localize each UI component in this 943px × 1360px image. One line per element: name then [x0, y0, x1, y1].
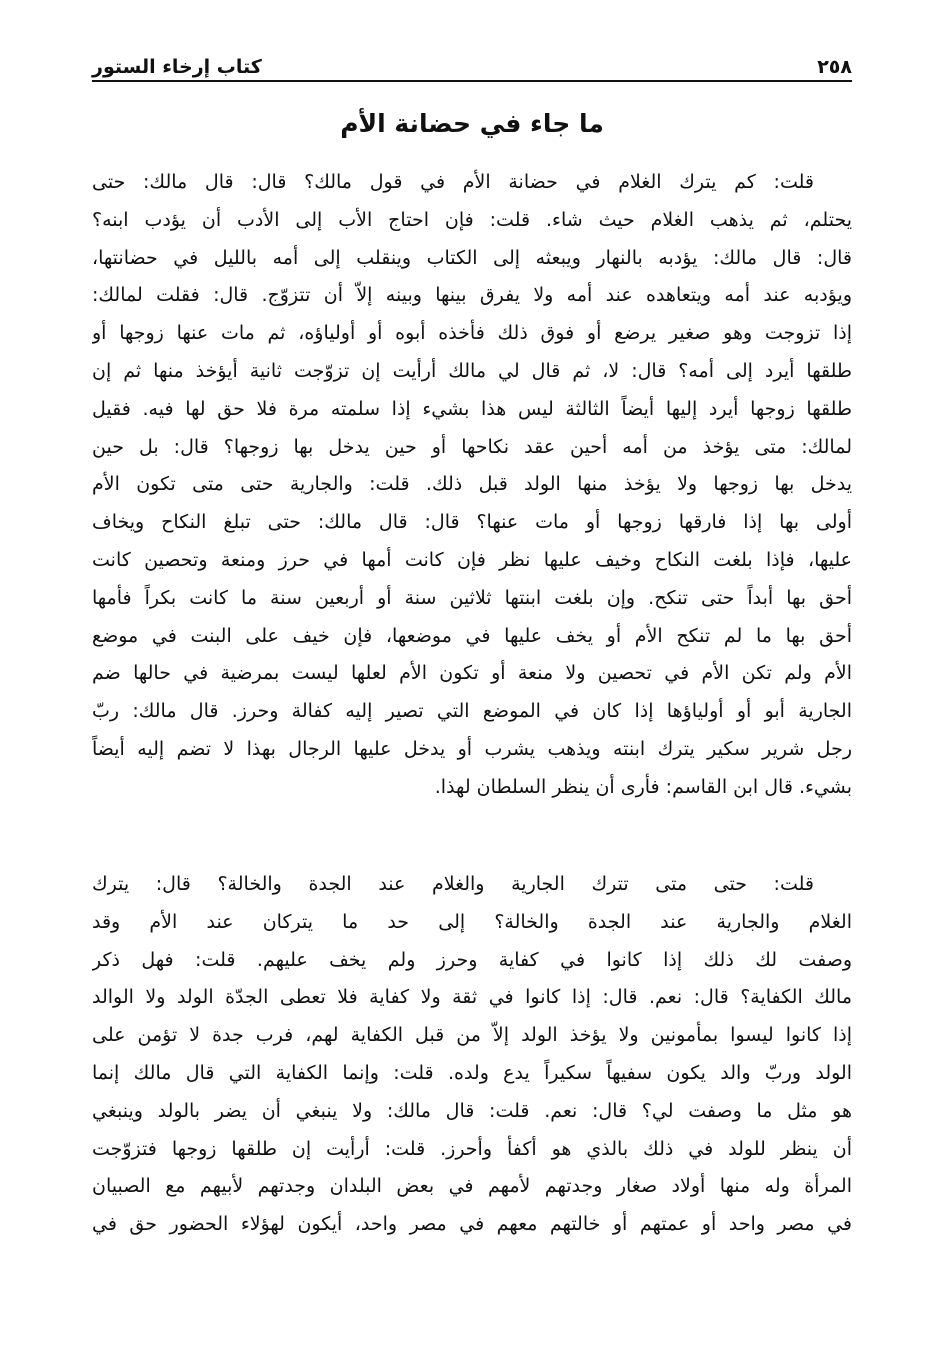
text-line: رجل شرير سكير يترك ابنته ويذهب يشرب أو يدخل عليها الرجال بهذا لا تضم إليه أيضاً — [92, 737, 852, 760]
text-line: إذا تزوجت وهو صغير يرضع أو فوق ذلك فأخذه أبوه أو أولياؤه، ثم مات عنها زوجها أو — [92, 322, 852, 345]
book-title: كتاب إرخاء الستور — [92, 56, 262, 78]
text-line: قال: قال مالك: يؤدبه بالنهار ويبعثه إلى الكتاب وينقلب إلى أمه بالليل في حضانتها، — [92, 246, 852, 269]
text-line: وصفت لك ذلك إذا كانوا في كفاية وحرز ولم يخف عليهم. قلت: فهل ذكر — [92, 948, 852, 971]
text-line: في مصر واحد أو عمتهم أو خالتهم معهم في مصر واحد، أيكون لهؤلاء الحضور حق في — [92, 1213, 852, 1236]
paragraph-1 — [92, 164, 852, 807]
text-line: المرأة وله منها أولاد صغار وجدتهم لأمهم في بعض البلدان وجدتهم لأبيهم مع الصبيان — [92, 1175, 852, 1198]
text-line: عليها، فإذا بلغت النكاح وخيف عليها نظر فإن كانت أمها في حرز ومنعة وتحصين كانت — [92, 548, 852, 571]
running-header — [92, 44, 852, 80]
text-line: يحتلم، ثم يذهب الغلام حيث شاء. قلت: فإن احتاج الأب إلى الأدب أن يؤدب ابنه؟ — [92, 208, 852, 231]
text-line: أحق بها ما لم تنكح الأم أو يخف عليها في موضعها، فإن خيف على البنت في موضع — [92, 624, 852, 647]
text-line: هو مثل ما وصفت لي؟ قال: نعم. قلت: قال مالك: ولا ينبغي أن يضر بالولد وينبغي — [92, 1099, 852, 1122]
text-line: ويؤدبه عند أمه ويتعاهده عند أمه ولا يفرق بينها وبينه إلاّ أن تتزوّج. قال: فقلت لمالك: — [92, 284, 852, 307]
text-line: قلت: حتى متى تترك الجارية والغلام عند الجدة والخالة؟ قال: يترك — [92, 873, 814, 895]
chapter-title: ما جاء في حضانة الأم — [340, 109, 604, 138]
text-line: أولى بها إذا فارقها زوجها أو مات عنها؟ قال: قال مالك: حتى تبلغ النكاح ويخاف — [92, 511, 852, 534]
text-line: لمالك: متى يؤخذ من أمه أحين عقد نكاحها أو حين يدخل بها زوجها؟ قال: بل حين — [92, 435, 852, 458]
paragraph-2 — [92, 866, 852, 1244]
text-line: طلقها أيرد إلى أمه؟ قال: لا، ثم قال لي مالك أرأيت إن تزوّجت ثانية أيؤخذ منها ثم إن — [92, 359, 852, 382]
text-line: الولد وربّ والد يكون سفيهاً سكيراً يدع ولده. قلت: وإنما الكفاية التي قال مالك إنما — [92, 1061, 852, 1084]
text-line: أحق بها أبداً حتى تنكح. وإن بلغت ابنتها ثلاثين سنة أو أربعين سنة ما كانت بكراً فأمها — [92, 586, 852, 609]
text-line: طلقها زوجها أيرد إليها أيضاً الثالثة ليس هذا بشيء إذا سلمته مرة فلا حق لها فيه. فقيل — [92, 397, 852, 420]
text-line: بشيء. قال ابن القاسم: فأرى أن ينظر السلطان لهذا. — [434, 775, 852, 798]
text-line: الجارية أبو أو أولياؤها إذا كان في الموضع التي تصير إليه كفالة وحرز. قال مالك: ربّ — [92, 700, 852, 723]
text-line: إذا كانوا ليسوا بمأمونين ولا يؤخذ الولد إلاّ من قبل الكفاية لهم، فرب جدة لا تؤمن على — [92, 1024, 852, 1047]
text-line: أن ينظر للولد في ذلك بالذي هو أكفأ وأحرز. قلت: أرأيت إن طلقها زوجها فتزوّجت — [92, 1137, 852, 1160]
text-line: قلت: كم يترك الغلام في حضانة الأم في قول مالك؟ قال: قال مالك: حتى — [92, 171, 814, 193]
text-line: الغلام والجارية عند الجدة والخالة؟ إلى حد ما يتركان عند الأم وقد — [92, 910, 852, 933]
text-line: مالك الكفاية؟ قال: نعم. قال: إذا كانوا في ثقة ولا كفاية فلا تعطى الجدّة الولد ولا الوالد — [92, 986, 852, 1009]
header-rule — [92, 80, 852, 82]
page-number: ٢٥٨ — [817, 56, 852, 78]
text-line: يدخل بها زوجها ولا يؤخذ منها الولد قبل ذلك. قلت: والجارية حتى متى تكون الأم — [92, 473, 852, 496]
text-line: الأم ولم تكن الأم في تحصين ولا منعة أو تكون الأم لعلها ليست بمرضية في حالها ضم — [92, 662, 852, 685]
